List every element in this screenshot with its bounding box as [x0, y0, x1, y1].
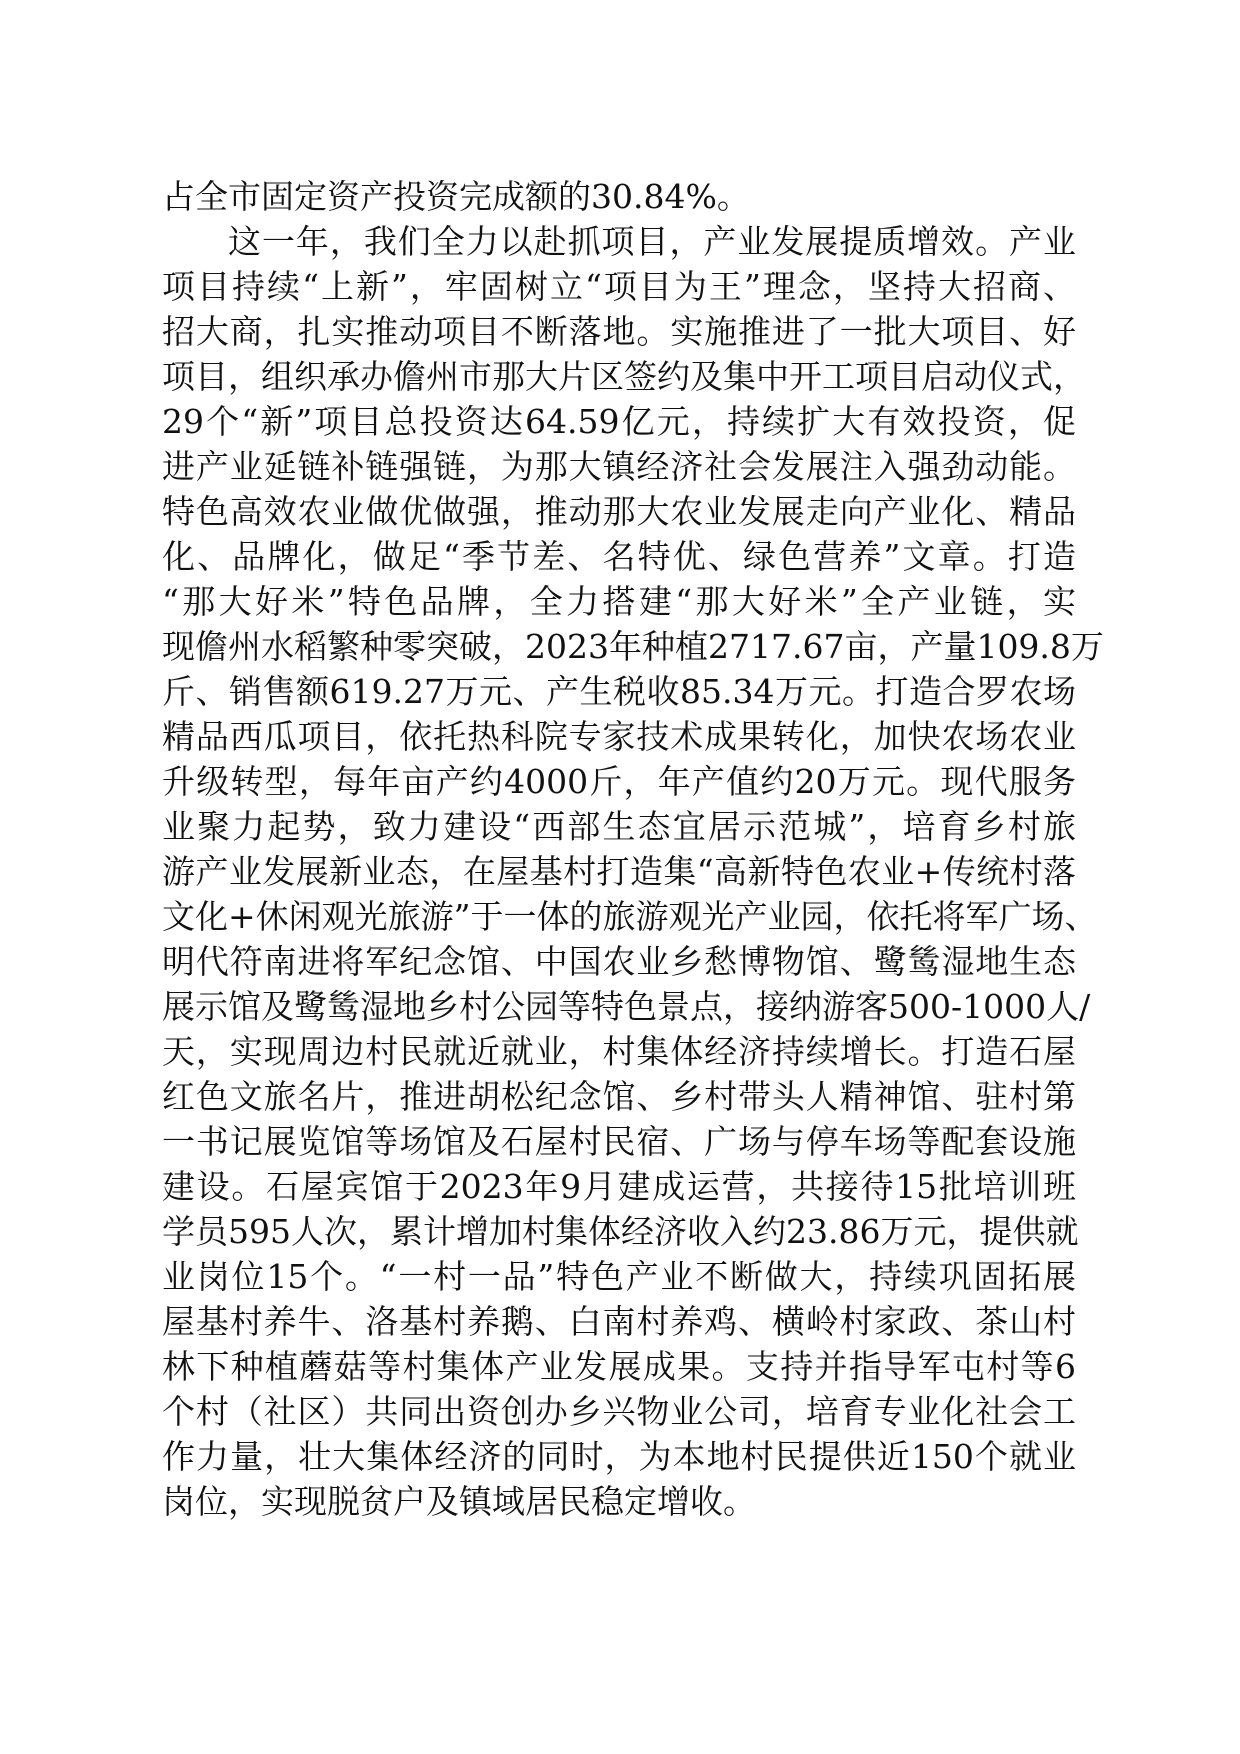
paragraph-line: 建设。石屋宾馆于2023年9月建成运营，共接待15批培训班: [162, 1167, 1076, 1206]
paragraph-line: 岗位，实现脱贫户及镇域居民稳定增收。: [162, 1482, 756, 1521]
paragraph-line: 升级转型，每年亩产约4000斤，年产值约20万元。现代服务: [162, 762, 1076, 801]
paragraph-line: 文化+休闲观光旅游”于一体的旅游观光产业园，依托将军广场、: [162, 897, 1098, 936]
paragraph-line: 展示馆及鹭鸶湿地乡村公园等特色景点，接纳游客500-1000人/: [162, 987, 1091, 1026]
paragraph-line: 这一年，我们全力以赴抓项目，产业发展提质增效。产业: [228, 222, 1076, 261]
paragraph-line: “那大好米”特色品牌，全力搭建“那大好米”全产业链，实: [162, 582, 1076, 621]
paragraph-line: 一书记展览馆等场馆及石屋村民宿、广场与停车场等配套设施: [162, 1122, 1076, 1161]
paragraph-line: 化、品牌化，做足“季节差、名特优、绿色营养”文章。打造: [162, 537, 1076, 576]
paragraph-line: 斤、销售额619.27万元、产生税收85.34万元。打造合罗农场: [162, 672, 1076, 711]
paragraph-line: 占全市固定资产投资完成额的30.84%。: [162, 177, 750, 216]
paragraph-line: 屋基村养牛、洛基村养鹅、白南村养鸡、横岭村家政、茶山村: [162, 1302, 1076, 1341]
paragraph-line: 业岗位15个。“一村一品”特色产业不断做大，持续巩固拓展: [162, 1257, 1076, 1296]
paragraph-line: 个村（社区）共同出资创办乡兴物业公司，培育专业化社会工: [162, 1392, 1076, 1431]
paragraph-line: 现儋州水稻繁种零突破，2023年种植2717.67亩，产量109.8万: [162, 627, 1104, 666]
paragraph-line: 学员595人次，累计增加村集体经济收入约23.86万元，提供就: [162, 1212, 1079, 1251]
paragraph-line: 29个“新”项目总投资达64.59亿元，持续扩大有效投资，促: [162, 402, 1076, 441]
paragraph-line: 项目持续“上新”，牢固树立“项目为王”理念，坚持大招商、: [162, 267, 1076, 306]
paragraph-line: 作力量，壮大集体经济的同时，为本地村民提供近150个就业: [162, 1437, 1076, 1476]
paragraph-line: 业聚力起势，致力建设“西部生态宜居示范城”，培育乡村旅: [162, 807, 1076, 846]
paragraph-line: 林下种植蘑菇等村集体产业发展成果。支持并指导军屯村等6: [162, 1347, 1076, 1386]
paragraph-line: 特色高效农业做优做强，推动那大农业发展走向产业化、精品: [162, 492, 1076, 531]
paragraph-line: 精品西瓜项目，依托热科院专家技术成果转化，加快农场农业: [162, 717, 1076, 756]
paragraph-line: 招大商，扎实推动项目不断落地。实施推进了一批大项目、好: [162, 312, 1076, 351]
paragraph-line: 进产业延链补链强链，为那大镇经济社会发展注入强劲动能。: [162, 447, 1076, 486]
paragraph-line: 项目，组织承办儋州市那大片区签约及集中开工项目启动仪式，: [162, 357, 1086, 396]
paragraph-line: 天，实现周边村民就近就业，村集体经济持续增长。打造石屋: [162, 1032, 1076, 1071]
paragraph-line: 游产业发展新业态，在屋基村打造集“高新特色农业+传统村落: [162, 852, 1076, 891]
paragraph-line: 红色文旅名片，推进胡松纪念馆、乡村带头人精神馆、驻村第: [162, 1077, 1076, 1116]
paragraph-line: 明代符南进将军纪念馆、中国农业乡愁博物馆、鹭鸶湿地生态: [162, 942, 1076, 981]
